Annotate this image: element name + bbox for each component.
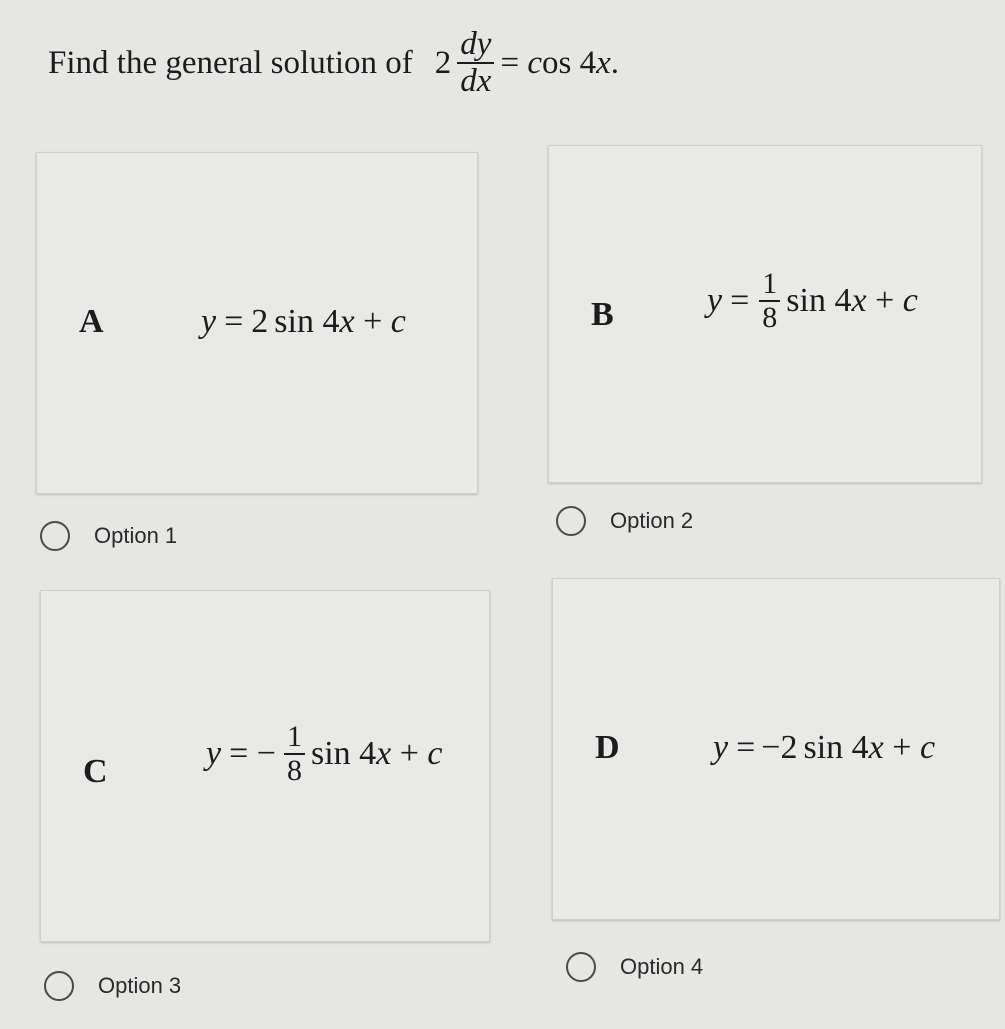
- radio-button[interactable]: [566, 952, 596, 982]
- option-label: Option 4: [620, 954, 704, 979]
- fraction-denominator: 8: [284, 753, 305, 787]
- question: [48, 18, 619, 108]
- fraction-denominator: 8: [759, 300, 780, 334]
- choice-letter-c: C: [83, 753, 108, 790]
- formula-equals: =: [736, 729, 756, 766]
- choice-letter-a: A: [79, 303, 104, 340]
- choice-letter-d: D: [595, 729, 620, 766]
- formula-rest: sin 4x + c: [274, 303, 406, 340]
- formula-y: y: [201, 303, 217, 340]
- option-1[interactable]: [40, 521, 177, 551]
- question-equation: [435, 27, 619, 98]
- derivative-fraction: [457, 27, 494, 98]
- formula-y: y: [713, 729, 729, 766]
- choice-card-d: [552, 578, 1000, 920]
- formula-y: y: [707, 281, 723, 319]
- fraction-numerator: 1: [762, 267, 778, 300]
- radio-button[interactable]: [556, 506, 586, 536]
- option-label: Option 2: [610, 508, 694, 533]
- question-rhs: = cos 4x.: [500, 44, 619, 81]
- choice-formula-c: [206, 721, 443, 786]
- formula-y: y: [206, 734, 222, 772]
- formula-rest: sin 4x + c: [786, 281, 918, 319]
- choice-formula-b: [707, 268, 918, 333]
- formula-coefficient: −2: [761, 729, 798, 766]
- formula-fraction: [284, 721, 305, 786]
- option-4[interactable]: [566, 952, 703, 982]
- derivative-denominator: dx: [457, 62, 494, 99]
- formula-rest: sin 4x + c: [310, 734, 443, 772]
- option-2[interactable]: [556, 506, 693, 536]
- choice-formula-d: [713, 729, 935, 767]
- formula-equals: =: [730, 281, 750, 319]
- choice-card-b: [548, 145, 982, 483]
- question-text: Find the general solution of: [48, 44, 413, 81]
- option-label: Option 3: [98, 973, 182, 998]
- question-coefficient: 2: [434, 44, 452, 81]
- formula-equals: = −: [229, 734, 276, 772]
- formula-coefficient: 2: [251, 303, 269, 340]
- formula-equals: =: [224, 303, 244, 340]
- choice-card-c: [40, 590, 490, 942]
- choice-card-a: [36, 152, 478, 494]
- fraction-numerator: 1: [286, 720, 302, 753]
- option-3[interactable]: [44, 971, 181, 1001]
- choice-letter-b: B: [591, 296, 614, 333]
- option-label: Option 1: [94, 523, 178, 548]
- choice-formula-a: [201, 303, 406, 341]
- formula-fraction: [759, 268, 780, 333]
- derivative-numerator: dy: [460, 26, 492, 63]
- radio-button[interactable]: [40, 521, 70, 551]
- radio-button[interactable]: [44, 971, 74, 1001]
- formula-rest: sin 4x + c: [803, 729, 936, 766]
